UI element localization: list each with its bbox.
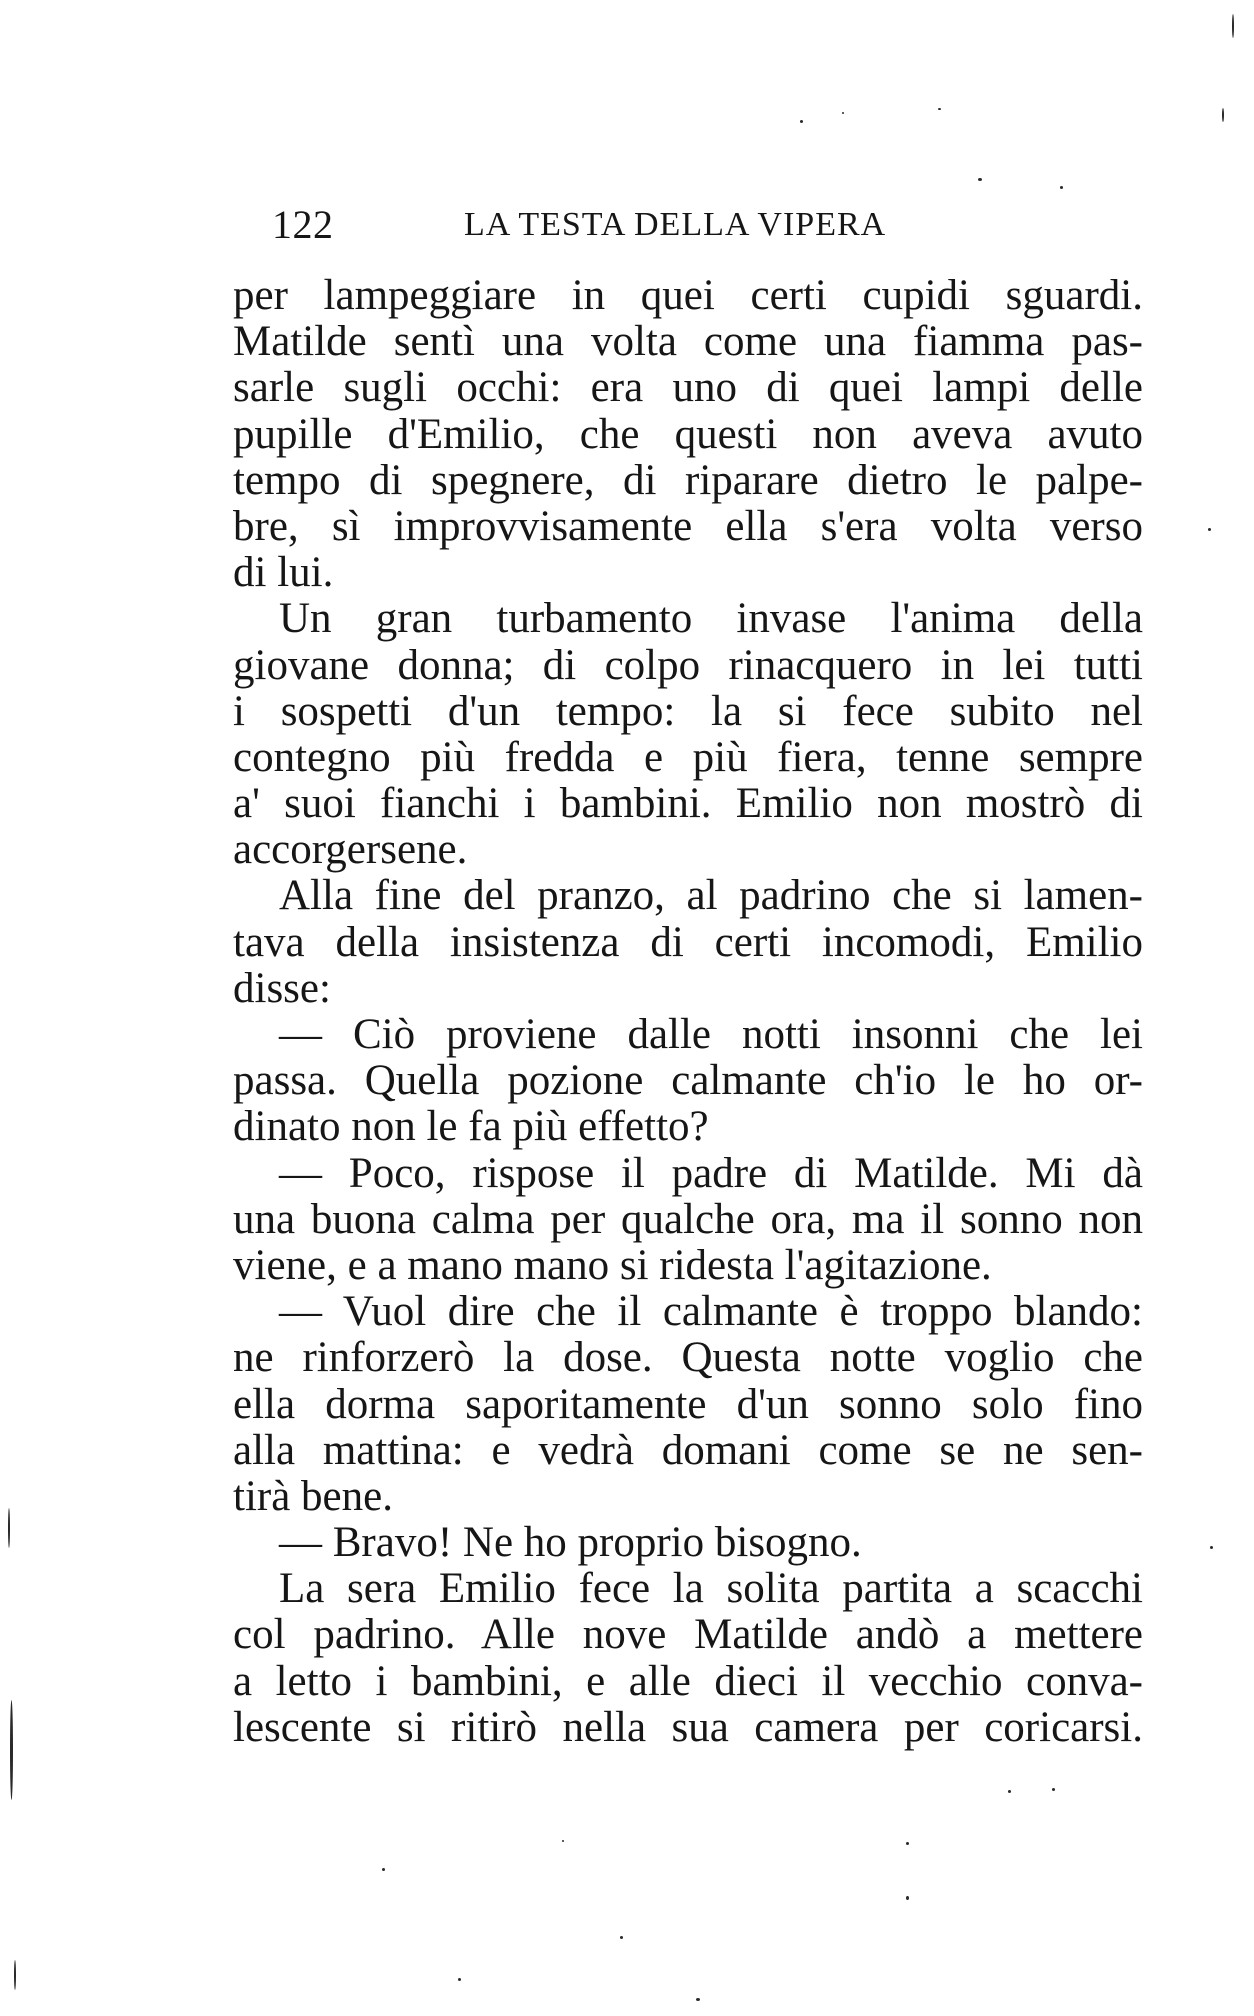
page-number: 122 [272,202,334,247]
scan-speck [10,1700,13,1800]
scan-speck [906,1896,909,1900]
text-line: una buona calma per qualche ora, ma il sonno non [233,1195,1143,1243]
text-line: tirà bene. [233,1472,393,1520]
text-line: pupille d'Emilio, che questi non aveva avuto [233,410,1143,458]
text-line: — Poco, rispose il padre di Matilde. Mi dà [279,1149,1143,1197]
text-line: viene, e a mano mano si ridesta l'agitazione. [233,1241,992,1289]
scan-speck [562,1840,564,1842]
text-line: contegno più fredda e più fiera, tenne sempre [233,733,1143,781]
scan-speck [8,1508,10,1548]
page-body-text [233,273,1143,1751]
scan-speck [1210,1546,1213,1549]
text-line: accorgersene. [233,826,468,874]
text-line: i sospetti d'un tempo: la si fece subito nel [233,687,1143,735]
scan-speck [978,178,982,181]
text-line: di lui. [233,549,334,597]
scan-speck [800,120,803,123]
text-line: passa. Quella pozione calmante ch'io le ho or- [233,1057,1143,1105]
text-line: a' suoi fianchi i bambini. Emilio non mostrò di [233,780,1143,828]
text-line: lescente si ritirò nella sua camera per coricarsi. [233,1703,1143,1751]
text-line: tempo di spegnere, di riparare dietro le palpe- [233,456,1143,504]
running-title: LA TESTA DELLA VIPERA [464,206,887,243]
text-line: — Bravo! Ne ho proprio bisogno. [279,1519,862,1567]
scan-speck [1052,1788,1055,1791]
text-line: Un gran turbamento invase l'anima della [279,595,1143,643]
text-line: dinato non le fa più effetto? [233,1103,709,1151]
scan-speck [1222,108,1224,122]
text-line: — Vuol dire che il calmante è troppo blando: [279,1288,1143,1336]
text-line: Alla fine del pranzo, al padrino che si lamen- [279,872,1143,920]
text-line: disse: [233,964,331,1012]
scan-speck [906,1842,909,1845]
text-line: alla mattina: e vedrà domani come se ne sen- [233,1426,1143,1474]
text-line: a letto i bambini, e alle dieci il vecchio conva- [233,1657,1143,1705]
scan-speck [458,1978,461,1981]
text-line: giovane donna; di colpo rinacquero in lei tutti [233,641,1143,689]
text-line: ne rinforzerò la dose. Questa notte voglio che [233,1334,1143,1382]
scan-speck [696,1998,700,2001]
scan-speck [1232,14,1234,38]
text-line: sarle sugli occhi: era uno di quei lampi delle [233,364,1143,412]
text-line: La sera Emilio fece la solita partita a scacchi [279,1565,1143,1613]
scan-speck [842,112,844,114]
text-line: bre, sì improvvisamente ella s'era volta verso [233,502,1143,550]
scan-speck [1008,1790,1011,1793]
text-line: tava della insistenza di certi incomodi, Emilio [233,918,1143,966]
text-line: per lampeggiare in quei certi cupidi sguardi. [233,272,1143,319]
text-line: Matilde sentì una volta come una fiamma pas- [233,318,1143,366]
scan-speck [14,1960,16,1990]
text-line: col padrino. Alle nove Matilde andò a mettere [233,1611,1143,1659]
scan-speck [938,108,941,110]
scan-speck [1208,528,1211,531]
scan-speck [382,1868,385,1871]
scan-speck [620,1936,623,1939]
text-line: ella dorma saporitamente d'un sonno solo fino [233,1380,1143,1428]
page-header [232,196,1132,246]
text-line: — Ciò proviene dalle notti insonni che lei [279,1011,1143,1058]
scan-speck [1060,186,1063,189]
